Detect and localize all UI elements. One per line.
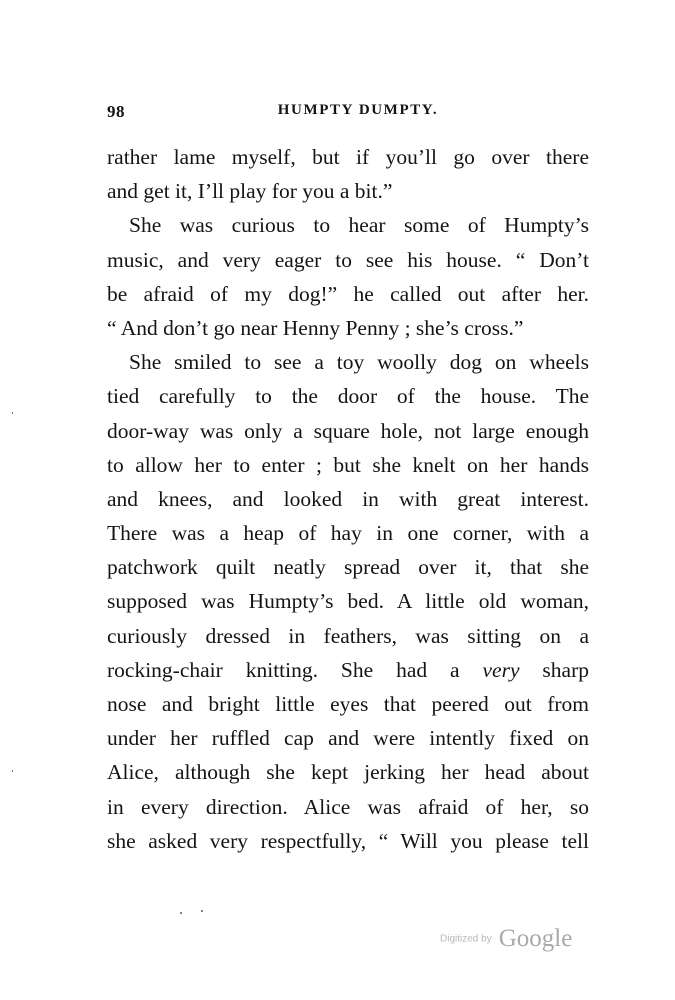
text-line: nose and bright little eyes that peered out from <box>107 692 589 716</box>
text-line: she asked very respectfully, “ Will you please tell <box>107 828 589 853</box>
text-line: music, and very eager to see his house. “ Don’t <box>107 247 589 272</box>
text-line: supposed was Humpty’s bed. A little old woman, <box>107 589 589 614</box>
text-line: rather lame myself, but if you’ll go over there <box>107 145 589 169</box>
text-line: tied carefully to the door of the house. The <box>107 384 589 409</box>
ink-speck <box>180 912 182 914</box>
text-line: Alice, although she kept jerking her head about <box>107 760 589 785</box>
text-line: under her ruffled cap and were intently fixed on <box>107 726 589 751</box>
ink-speck <box>201 910 203 912</box>
ink-speck <box>12 770 13 772</box>
body-text <box>107 140 589 858</box>
watermark-prefix: Digitized by <box>440 933 492 945</box>
text-line: There was a heap of hay in one corner, with a <box>107 521 589 546</box>
text-line: She smiled to see a toy woolly dog on wheels <box>129 350 589 375</box>
emphasis: very <box>482 657 520 682</box>
digitized-watermark <box>440 925 572 955</box>
text-line: in every direction. Alice was afraid of her, so <box>107 794 589 819</box>
text-line: curiously dressed in feathers, was sitting on a <box>107 623 589 648</box>
google-logo: Google <box>498 925 573 952</box>
text-line: and get it, I’ll play for you a bit.” <box>107 179 393 204</box>
text-line: to allow her to enter ; but she knelt on her hands <box>107 452 589 477</box>
text-line: “ And don’t go near Henny Penny ; she’s cross.” <box>107 315 524 340</box>
text-line: be afraid of my dog!” he called out after her. <box>107 281 589 306</box>
page-number: 98 <box>107 102 125 121</box>
text-line: rocking-chair knitting. She had a very sharp <box>107 657 589 682</box>
text-line: She was curious to hear some of Humpty’s <box>129 213 589 238</box>
page-header <box>107 102 589 126</box>
text-line: patchwork quilt neatly spread over it, that she <box>107 555 589 580</box>
text-line: door-way was only a square hole, not large enough <box>107 418 589 443</box>
running-title: HUMPTY DUMPTY. <box>277 102 439 118</box>
ink-speck <box>12 412 13 414</box>
text-line: and knees, and looked in with great interest. <box>107 486 589 511</box>
